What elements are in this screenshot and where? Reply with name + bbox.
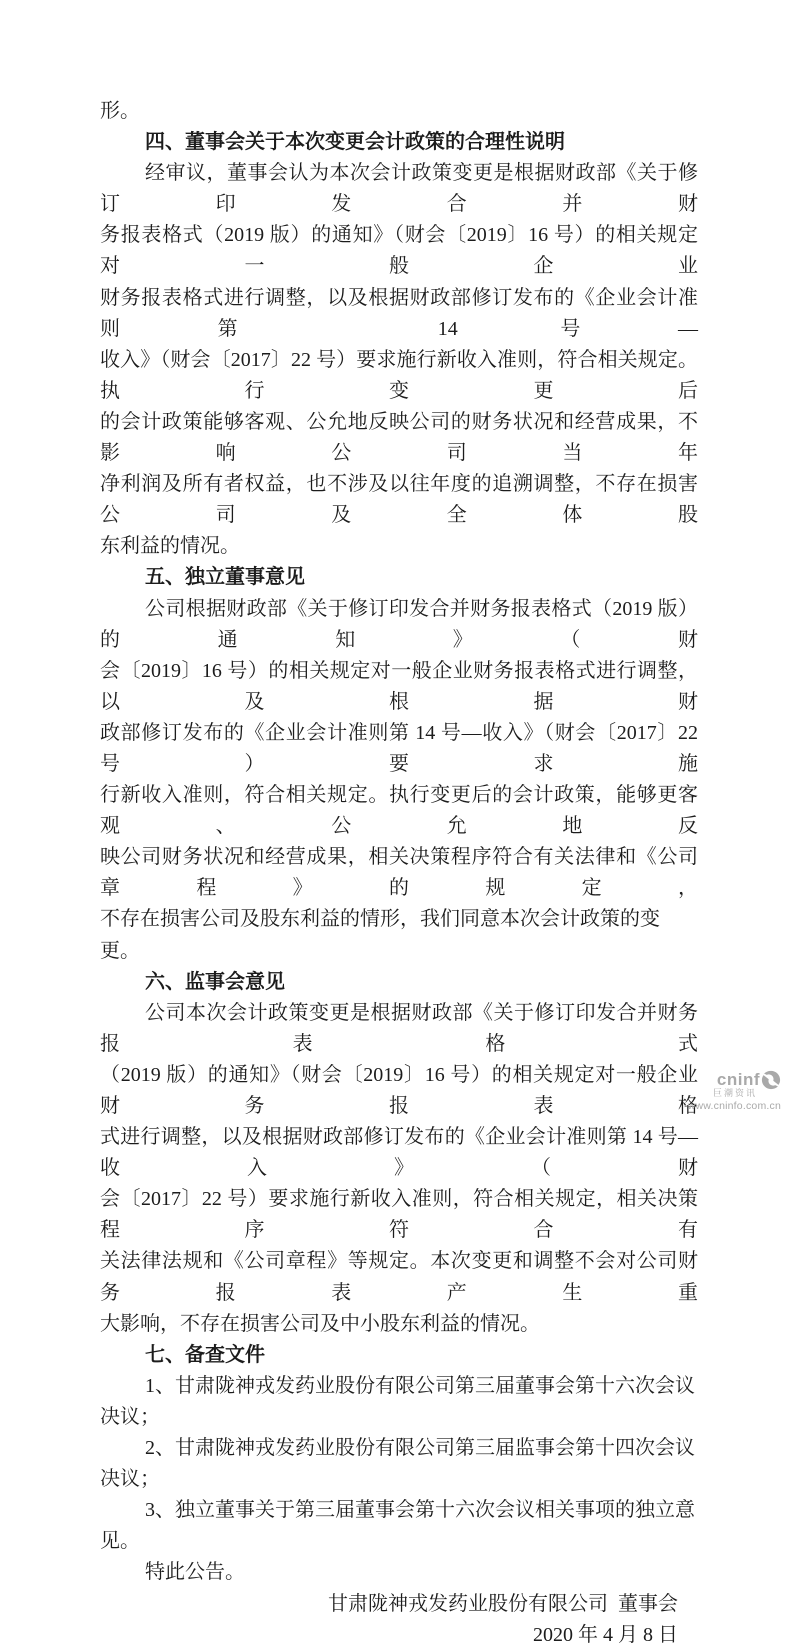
paragraph-line: 政部修订发布的《企业会计准则第 14 号—收入》（财会〔2017〕22 号）要求施 — [100, 721, 703, 775]
cninfo-logo-text: cninf — [716, 1069, 760, 1089]
cninfo-url: www.cninfo.com.cn — [687, 1099, 781, 1112]
paragraph-line: 东利益的情况。 — [100, 535, 240, 558]
body-line: 1、甘肃陇神戎发药业股份有限公司第三届董事会第十六次会议决议； — [100, 1374, 695, 1428]
cninfo-logo — [661, 1070, 781, 1112]
announcement-body — [100, 96, 703, 1651]
section-heading-4: 七、备查文件 — [145, 1343, 265, 1366]
paragraph-line: 行新收入准则，符合相关规定。执行变更后的会计政策，能够更客观、公允地反 — [100, 784, 698, 838]
paragraph-line: 公司本次会计政策变更是根据财政部《关于修订印发合并财务报表格式 — [100, 1001, 698, 1055]
paragraph-line: 净利润及所有者权益，也不涉及以往年度的追溯调整，不存在损害公司及全体股 — [100, 473, 698, 527]
section-heading-3: 六、监事会意见 — [145, 970, 285, 993]
paragraph-line: 映公司财务状况和经营成果，相关决策程序符合有关法律和《公司章程》的规定， — [100, 846, 698, 900]
body-line: 特此公告。 — [145, 1561, 245, 1584]
paragraph-line: 公司根据财政部《关于修订印发合并财务报表格式（2019 版）的通知》（财 — [100, 597, 698, 651]
paragraph-line: 经审议，董事会认为本次会计政策变更是根据财政部《关于修订印发合并财 — [100, 162, 698, 216]
body-line: 3、独立董事关于第三届董事会第十六次会议相关事项的独立意见。 — [100, 1499, 695, 1553]
paragraph-line: （2019 版）的通知》（财会〔2019〕16 号）的相关规定对一般企业财务报表格 — [100, 1063, 698, 1117]
paragraph-line: 会〔2019〕16 号）的相关规定对一般企业财务报表格式进行调整，以及根据财 — [100, 659, 698, 713]
paragraph-line: 会〔2017〕22 号）要求施行新收入准则，符合相关规定，相关决策程序符合有 — [100, 1188, 698, 1242]
paragraph-line: 不存在损害公司及股东利益的情形，我们同意本次会计政策的变更。 — [100, 908, 660, 962]
paragraph-line: 的会计政策能够客观、公允地反映公司的财务状况和经营成果，不影响公司当年 — [100, 410, 698, 465]
cninfo-logo-row — [661, 1070, 781, 1090]
cninfo-swirl-icon — [761, 1070, 781, 1090]
paragraph-line: 大影响，不存在损害公司及中小股东利益的情况。 — [100, 1312, 540, 1335]
section-heading-2: 五、独立董事意见 — [145, 566, 305, 589]
signature-line: 2020 年 4 月 8 日 — [533, 1623, 678, 1646]
cninfo-caption: 巨潮资讯 — [712, 1088, 757, 1098]
paragraph-line: 财务报表格式进行调整，以及根据财政部修订发布的《企业会计准则第 14 号— — [100, 286, 698, 340]
body-line: 2、甘肃陇神戎发药业股份有限公司第三届监事会第十四次会议决议； — [100, 1437, 695, 1491]
section-heading-1: 四、董事会关于本次变更会计政策的合理性说明 — [145, 131, 565, 154]
paragraph-line: 式进行调整，以及根据财政部修订发布的《企业会计准则第 14 号—收入》（财 — [100, 1126, 698, 1180]
paragraph-line: 收入》（财会〔2017〕22 号）要求施行新收入准则，符合相关规定。执行变更后 — [100, 348, 698, 402]
body-line: 形。 — [100, 100, 140, 122]
signature-line: 甘肃陇神戎发药业股份有限公司 董事会 — [328, 1592, 678, 1615]
paragraph-line: 务报表格式（2019 版）的通知》（财会〔2019〕16 号）的相关规定对一般企业 — [100, 224, 698, 278]
paragraph-line: 关法律法规和《公司章程》等规定。本次变更和调整不会对公司财务报表产生重 — [100, 1250, 698, 1304]
